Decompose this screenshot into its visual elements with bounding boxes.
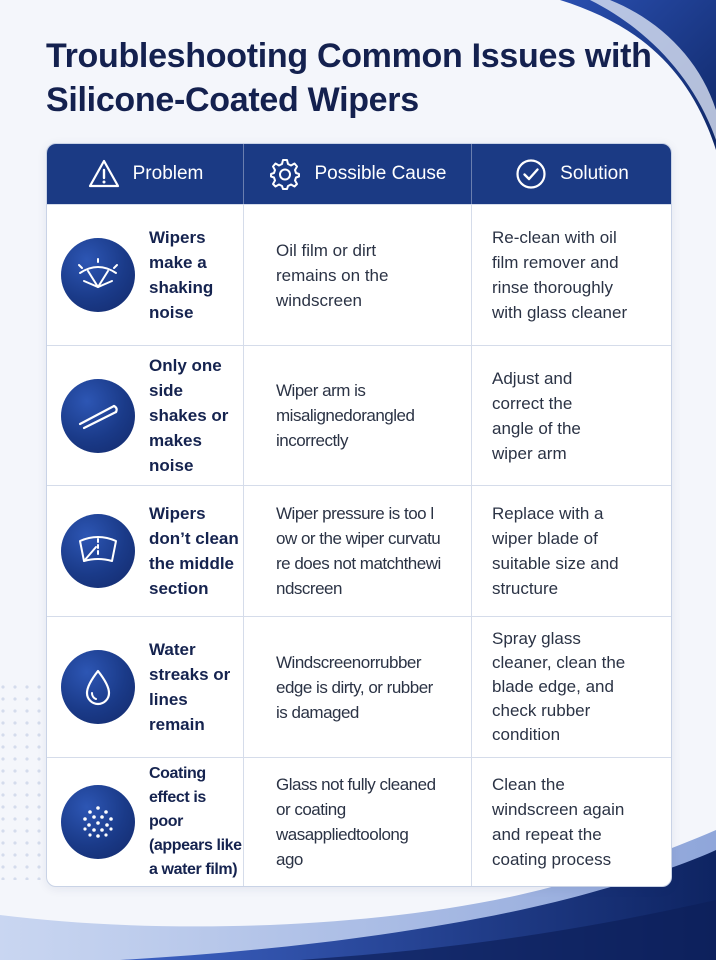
page-title [46,34,666,122]
windscreen-icon [61,514,135,588]
problem-text: Wipers don’t clean the middle section [149,504,239,598]
problem-cell [47,617,243,757]
cause-text: Windscreenorrubber edge is dirty, or rubber is damaged [276,652,433,722]
problem-text: Coating effect is poor (appears like a water film) [149,765,242,878]
solution-text: Re-clean with oil film remover and rinse thoroughly with glass cleaner [492,228,628,322]
header-problem [47,144,243,204]
cause-text: Wiper arm is misalignedorangled incorrectly [276,381,415,450]
table-header [47,144,671,204]
solution-cell [471,486,671,616]
solution-cell [471,346,671,485]
gear-icon [268,157,302,191]
problem-text: Water streaks or lines remain [149,640,231,734]
table-row [47,345,671,485]
cause-cell [243,617,471,757]
cause-text: Glass not fully cleaned or coating wasappliedtoolong ago [276,775,436,869]
check-circle-icon [514,157,548,191]
header-solution [471,144,671,204]
header-cause [243,144,471,204]
water-film-dots-icon [61,785,135,859]
solution-text: Clean the windscreen again and repeat the coating process [492,775,625,869]
cause-cell [243,758,471,886]
solution-cell [471,205,671,345]
solution-text: Spray glass cleaner, clean the blade edge, and check rubber condition [492,629,626,744]
problem-cell [47,205,243,345]
wiper-arm-icon [61,379,135,453]
solution-cell [471,617,671,757]
cause-text: Wiper pressure is too low or the wiper curvature does not matchthewindscreen [276,504,441,598]
table-row [47,757,671,886]
problem-text: Only one side shakes or makes noise [149,356,229,475]
table-row [47,616,671,757]
troubleshooting-table [46,143,672,887]
wiper-shaking-icon [61,238,135,312]
solution-text: Adjust and correct the angle of the wiper arm [492,368,581,463]
header-problem-label: Problem [132,163,204,184]
table-row [47,204,671,345]
cause-cell [243,205,471,345]
table-row [47,485,671,616]
water-drop-icon [61,650,135,724]
solution-text: Replace with a wiper blade of suitable size and structure [492,504,619,598]
problem-text: Wipers make a shaking noise [149,228,214,322]
page-title-line-2: Silicone-Coated Wipers [46,81,419,119]
cause-text: Oil film or dirt remains on the windscreen [276,240,389,310]
solution-cell [471,758,671,886]
warning-triangle-icon [87,157,121,191]
page-title-line-1: Troubleshooting Common Issues with [46,37,652,75]
header-cause-label: Possible Cause [314,163,447,184]
problem-cell [47,758,243,886]
problem-cell [47,346,243,485]
cause-cell [243,486,471,616]
cause-cell [243,346,471,485]
problem-cell [47,486,243,616]
header-solution-label: Solution [560,163,629,184]
